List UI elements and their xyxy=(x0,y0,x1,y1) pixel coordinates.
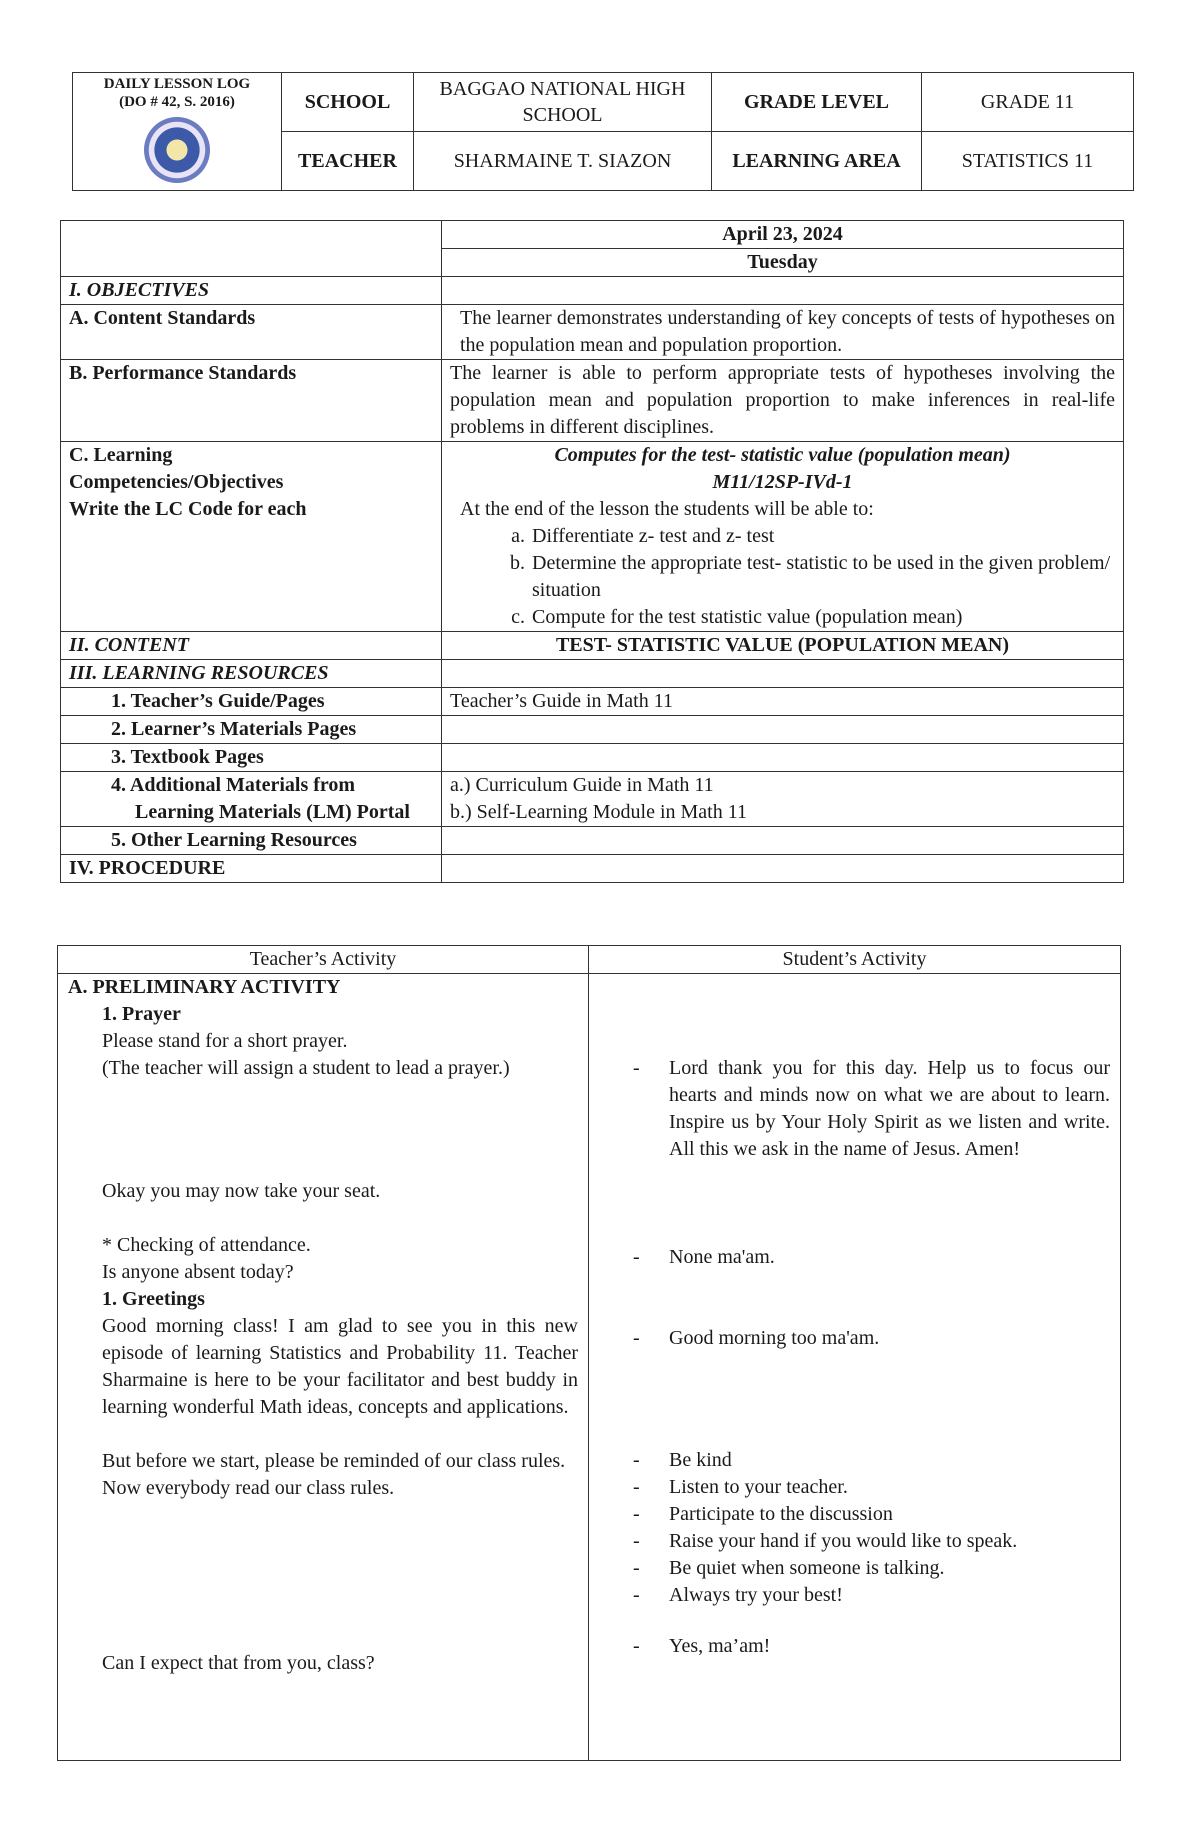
teacher-activity-cell xyxy=(58,974,589,1761)
prayer-heading: 1. Prayer xyxy=(102,1003,181,1025)
teachers-guide-label: 1. Teacher’s Guide/Pages xyxy=(61,688,442,716)
competency-item: b. Determine the appropriate test- statistic to be used in the given problem/ situation xyxy=(530,550,1115,604)
competencies-label-line-3: Write the LC Code for each xyxy=(69,498,307,520)
procedure-value xyxy=(442,855,1124,883)
textbook-label: 3. Textbook Pages xyxy=(61,744,442,772)
competency-title: Computes for the test- statistic value (population mean) xyxy=(554,444,1011,466)
bullet-dash: - xyxy=(633,1246,640,1268)
rules-text-2: Now everybody read our class rules. xyxy=(102,1477,395,1499)
competency-intro: At the end of the lesson the students will be able to: xyxy=(460,498,874,520)
list-item xyxy=(633,1501,1110,1528)
bullet-dash: - xyxy=(633,1449,640,1471)
attendance-text-1: * Checking of attendance. xyxy=(102,1234,311,1256)
learners-materials-label: 2. Learner’s Materials Pages xyxy=(61,716,442,744)
seat-text: Okay you may now take your seat. xyxy=(102,1180,381,1202)
additional-material-item: b.) Self-Learning Module in Math 11 xyxy=(450,801,747,823)
greetings-text: Good morning class! I am glad to see you in this new episode of learning Statistics and Probability 11. Teacher Sharmaine is here to be your facilitator and best buddy in learning wonderful Math ideas, concepts and applications. xyxy=(102,1315,578,1418)
rule-text: Be quiet when someone is talking. xyxy=(669,1557,945,1579)
dll-cell xyxy=(73,73,282,191)
bullet-dash: - xyxy=(633,1057,640,1079)
student-activity-header: Student’s Activity xyxy=(589,946,1121,974)
learners-materials-value xyxy=(442,716,1124,744)
procedure-label: IV. PROCEDURE xyxy=(61,855,442,883)
other-resources-value xyxy=(442,827,1124,855)
lesson-table xyxy=(60,220,1124,883)
list-item xyxy=(633,1555,1110,1582)
header-table xyxy=(72,72,1134,191)
attendance-response xyxy=(633,1244,1110,1271)
expect-text: Can I expect that from you, class? xyxy=(102,1652,375,1674)
class-rules-list xyxy=(599,1447,1110,1609)
log-title: DAILY LESSON LOG xyxy=(103,76,251,92)
objectives-label: I. OBJECTIVES xyxy=(61,277,442,305)
preliminary-heading: A. PRELIMINARY ACTIVITY xyxy=(68,976,341,998)
teachers-guide-value: Teacher’s Guide in Math 11 xyxy=(442,688,1124,716)
additional-material-item: a.) Curriculum Guide in Math 11 xyxy=(450,774,714,796)
competencies-value xyxy=(442,442,1124,632)
student-activity-cell xyxy=(589,974,1121,1761)
content-value: TEST- STATISTIC VALUE (POPULATION MEAN) xyxy=(442,632,1124,660)
bullet-dash: - xyxy=(633,1327,640,1349)
textbook-value xyxy=(442,744,1124,772)
competencies-label-line-1: C. Learning xyxy=(69,444,173,466)
additional-materials-label: 4. Additional Materials from Learning Materials (LM) Portal xyxy=(61,772,442,827)
prayer-response xyxy=(633,1055,1110,1163)
log-code: (DO # 42, S. 2016) xyxy=(119,94,235,110)
content-standards-value: The learner demonstrates understanding of key concepts of tests of hypotheses on the population mean and population proportion. xyxy=(442,305,1124,360)
bullet-dash: - xyxy=(633,1503,640,1525)
prayer-response-text: Lord thank you for this day. Help us to focus our hearts and minds now on what we are about to learn. Inspire us by Your Holy Spirit as we listen and write. All this we ask in the name of Jesus. Amen! xyxy=(669,1057,1110,1160)
teacher-activity-header: Teacher’s Activity xyxy=(58,946,589,974)
attendance-text-2: Is anyone absent today? xyxy=(102,1261,294,1283)
lesson-date: April 23, 2024 xyxy=(442,221,1124,249)
competencies-label-line-2: Competencies/Objectives xyxy=(69,471,284,493)
additional-materials-value xyxy=(442,772,1124,827)
other-resources-label: 5. Other Learning Resources xyxy=(61,827,442,855)
rule-text: Always try your best! xyxy=(669,1584,843,1606)
rules-text-1: But before we start, please be reminded of our class rules. xyxy=(102,1450,566,1472)
teacher-label: TEACHER xyxy=(282,132,414,191)
expect-response-text: Yes, ma’am! xyxy=(669,1635,771,1657)
expect-response xyxy=(633,1633,1110,1660)
area-value: STATISTICS 11 xyxy=(922,132,1134,191)
content-standards-label: A. Content Standards xyxy=(61,305,442,360)
rule-text: Raise your hand if you would like to speak. xyxy=(669,1530,1018,1552)
prayer-text-1: Please stand for a short prayer. xyxy=(102,1030,348,1052)
list-item xyxy=(633,1582,1110,1609)
lesson-day: Tuesday xyxy=(442,249,1124,277)
list-item xyxy=(633,1528,1110,1555)
rule-text: Listen to your teacher. xyxy=(669,1476,848,1498)
bullet-dash: - xyxy=(633,1530,640,1552)
teacher-value: SHARMAINE T. SIAZON xyxy=(414,132,712,191)
list-item xyxy=(633,1474,1110,1501)
competency-list xyxy=(450,523,1115,631)
competency-item: c. Compute for the test statistic value (population mean) xyxy=(530,604,1115,631)
resources-value xyxy=(442,660,1124,688)
school-label: SCHOOL xyxy=(282,73,414,132)
procedure-table xyxy=(57,945,1121,1761)
list-item xyxy=(633,1447,1110,1474)
grade-label: GRADE LEVEL xyxy=(712,73,922,132)
bullet-dash: - xyxy=(633,1557,640,1579)
performance-standards-value: The learner is able to perform appropriate tests of hypotheses involving the population mean and population proportion to make inferences in real-life problems in different disciplines. xyxy=(442,360,1124,442)
rule-text: Be kind xyxy=(669,1449,732,1471)
objectives-value xyxy=(442,277,1124,305)
bullet-dash: - xyxy=(633,1635,640,1657)
area-label: LEARNING AREA xyxy=(712,132,922,191)
performance-standards-label: B. Performance Standards xyxy=(61,360,442,442)
school-value: BAGGAO NATIONAL HIGH SCHOOL xyxy=(414,73,712,132)
bullet-dash: - xyxy=(633,1584,640,1606)
bullet-dash: - xyxy=(633,1476,640,1498)
greetings-heading: 1. Greetings xyxy=(102,1288,205,1310)
greetings-response xyxy=(633,1325,1110,1352)
prayer-text-2: (The teacher will assign a student to lead a prayer.) xyxy=(102,1057,510,1079)
resources-label: III. LEARNING RESOURCES xyxy=(61,660,442,688)
deped-seal-logo xyxy=(144,117,210,183)
competency-code: M11/12SP-IVd-1 xyxy=(712,471,853,493)
content-label: II. CONTENT xyxy=(61,632,442,660)
attendance-response-text: None ma'am. xyxy=(669,1246,775,1268)
grade-value: GRADE 11 xyxy=(922,73,1134,132)
rule-text: Participate to the discussion xyxy=(669,1503,893,1525)
greetings-response-text: Good morning too ma'am. xyxy=(669,1327,880,1349)
competency-item: a. Differentiate z- test and z- test xyxy=(530,523,1115,550)
competencies-label xyxy=(61,442,442,632)
blank-cell xyxy=(61,221,442,277)
